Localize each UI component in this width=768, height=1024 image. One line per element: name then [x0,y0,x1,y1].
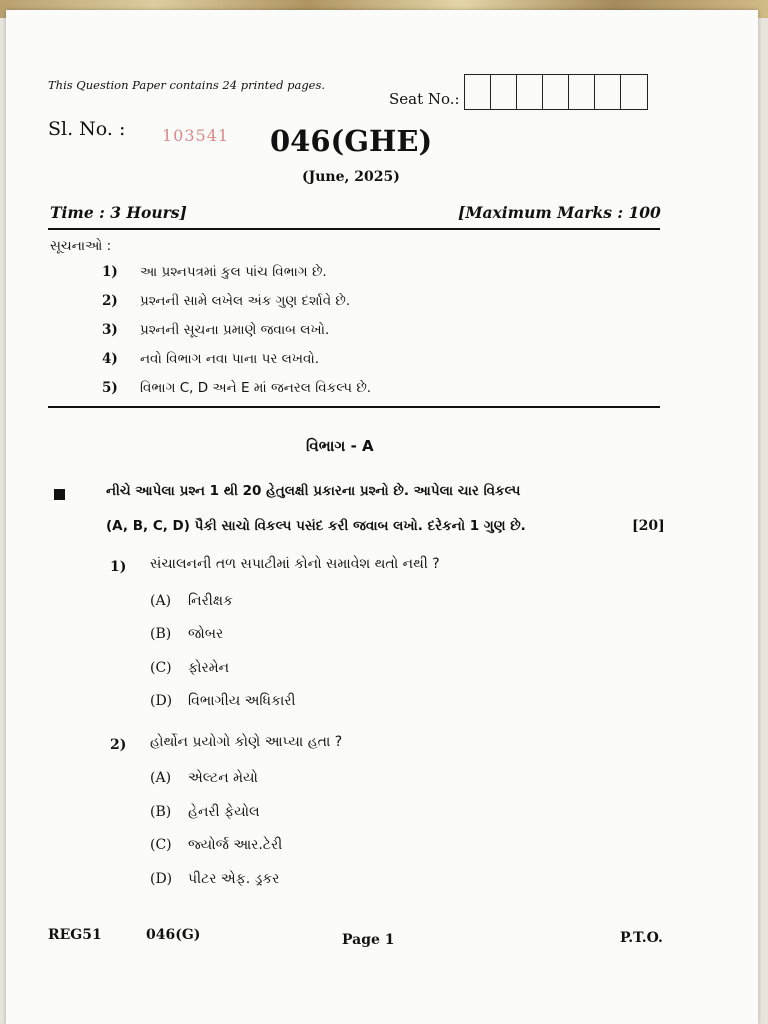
option-label: (A) [150,593,172,609]
footer-page-number: Page 1 [342,932,395,948]
section-title: વિભાગ - A [306,437,374,455]
option [150,871,279,887]
question-text: સંચાલનની તળ સપાટીમાં કોનો સમાવેશ થતો નથી ? [150,556,440,572]
question-number: 1) [110,559,127,575]
seat-box [595,75,621,109]
question-text: હોર્થોન પ્રયોગો કોણે આપ્યા હતા ? [150,734,343,750]
seat-box [569,75,595,109]
option [150,626,223,642]
seat-box [517,75,543,109]
serial-number-value: 103541 [162,126,230,145]
printed-pages-note: This Question Paper contains 24 printed pages. [48,78,326,92]
instruction-item [102,322,329,338]
option-text: એલ્ટન મેયો [188,770,258,786]
maximum-marks: [Maximum Marks : 100 [458,203,661,222]
question-number: 2) [110,737,127,753]
exam-date: (June, 2025) [302,169,400,185]
option-text: હેનરી ફેયોલ [188,804,260,820]
option-text: જ્યોર્જ આર.ટેરી [188,837,283,853]
instruction-number: 4) [102,351,118,367]
section-marks: [20] [632,518,665,534]
option-label: (A) [150,770,172,786]
lead-instruction-line1: નીચે આપેલા પ્રશ્ન 1 થી 20 હેતુલક્ષી પ્રકારના પ્રશ્નો છે. આપેલા ચાર વિકલ્પ [106,483,521,499]
option-label: (C) [150,837,172,853]
instruction-text: નવો વિભાગ નવા પાના પર લખવો. [140,351,320,367]
option [150,593,233,609]
option [150,693,296,709]
option-label: (B) [150,804,172,820]
seat-box [491,75,517,109]
instructions-heading: સૂચનાઓ : [50,238,112,254]
instruction-number: 3) [102,322,118,338]
option [150,660,229,676]
option-text: જોબર [188,626,224,642]
instruction-item [102,293,350,309]
instruction-text: પ્રશ્નની સૂચના પ્રમાણે જવાબ લખો. [140,322,330,338]
serial-number-label: Sl. No. : [48,118,126,140]
option-text: પીટર એફ. ડ્રકર [188,871,280,887]
instruction-item [102,264,327,280]
seat-number-label: Seat No.: [389,90,460,108]
question-paper-page [6,10,758,1024]
footer-reg-code: REG51 [48,927,102,943]
lead-instruction-line2: (A, B, C, D) પૈકી સાચો વિકલ્પ પસંદ કરી જવાબ લખો. દરેકનો 1 ગુણ છે. [106,518,526,534]
instruction-number: 1) [102,264,118,280]
instruction-item [102,380,371,396]
option [150,804,260,820]
option-label: (B) [150,626,172,642]
option [150,837,282,853]
option [150,770,258,786]
instruction-text: આ પ્રશ્નપત્રમાં કુલ પાંચ વિભાગ છે. [140,264,327,280]
option-label: (D) [150,871,173,887]
option-text: નિરીક્ષક [188,593,233,609]
time-allowed: Time : 3 Hours] [50,203,187,222]
seat-box [465,75,491,109]
seat-number-boxes [464,74,648,110]
footer-pto: P.T.O. [620,930,663,946]
divider [48,228,660,230]
instruction-text: પ્રશ્નની સામે લખેલ અંક ગુણ દર્શાવે છે. [140,293,351,309]
option-label: (C) [150,660,172,676]
option-text: ફોરમેન [188,660,230,676]
instruction-number: 2) [102,293,118,309]
footer-paper-code: 046(G) [146,927,201,943]
instruction-number: 5) [102,380,118,396]
option-text: વિભાગીય અધિકારી [188,693,296,709]
option-label: (D) [150,693,173,709]
instruction-item [102,351,319,367]
divider [48,406,660,408]
paper-code: 046(GHE) [270,124,433,158]
seat-box [543,75,569,109]
bullet-square-icon [54,489,65,500]
instruction-text: વિભાગ C, D અને E માં જનરલ વિકલ્પ છે. [140,380,372,396]
seat-box [621,75,647,109]
